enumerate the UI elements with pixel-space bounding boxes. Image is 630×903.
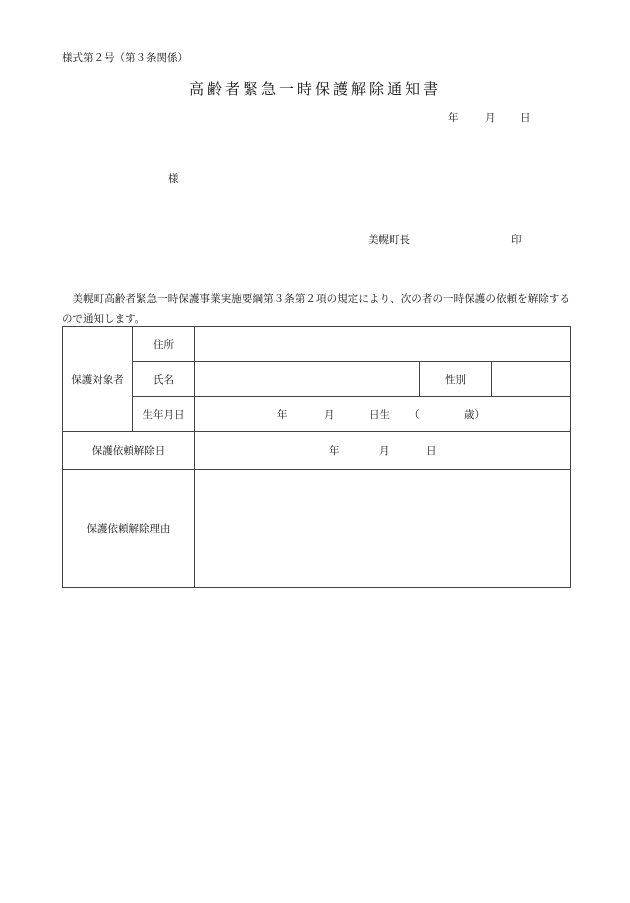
birthdate-year: 年 (277, 408, 288, 421)
issuer-name: 美幌町長 (368, 234, 410, 246)
header-date-day: 日 (520, 112, 531, 124)
birthdate-field[interactable] (195, 397, 571, 432)
seal-mark: 印 (511, 234, 522, 246)
addressee-suffix: 様 (168, 173, 179, 185)
form-number: 様式第２号（第３条関係） (62, 52, 188, 64)
name-field[interactable] (195, 362, 420, 397)
release-date-month: 月 (379, 445, 390, 457)
address-field[interactable] (195, 327, 571, 362)
birthdate-month: 月 (324, 408, 335, 421)
table-row (63, 397, 571, 432)
header-date-year: 年 (448, 112, 459, 124)
name-label: 氏名 (133, 362, 195, 397)
birthdate-label: 生年月日 (133, 397, 195, 432)
header-date (448, 110, 531, 125)
body-text: 美幌町高齢者緊急一時保護事業実施要綱第３条第２項の規定により、次の者の一時保護の依頼を解除するので通知します。 (62, 293, 570, 325)
release-date-day: 日 (426, 445, 437, 457)
birthdate-day: 日生 (369, 408, 390, 421)
gender-field[interactable] (492, 362, 571, 397)
address-label: 住所 (133, 327, 195, 362)
age-unit: 歳） (464, 408, 485, 421)
release-date-year: 年 (329, 445, 340, 457)
subject-label: 保護対象者 (63, 327, 133, 432)
age-paren-open: （ (409, 408, 420, 421)
release-reason-field[interactable] (195, 470, 571, 588)
gender-label: 性別 (420, 362, 492, 397)
table-row (63, 362, 571, 397)
notice-table (62, 326, 571, 588)
table-row (63, 327, 571, 362)
table-row (63, 470, 571, 588)
table-row (63, 432, 571, 470)
document-title: 高齢者緊急一時保護解除通知書 (188, 80, 441, 98)
release-date-field[interactable] (195, 432, 571, 470)
header-date-month: 月 (485, 112, 496, 124)
release-reason-label: 保護依頼解除理由 (63, 470, 195, 588)
release-date-label: 保護依頼解除日 (63, 432, 195, 470)
